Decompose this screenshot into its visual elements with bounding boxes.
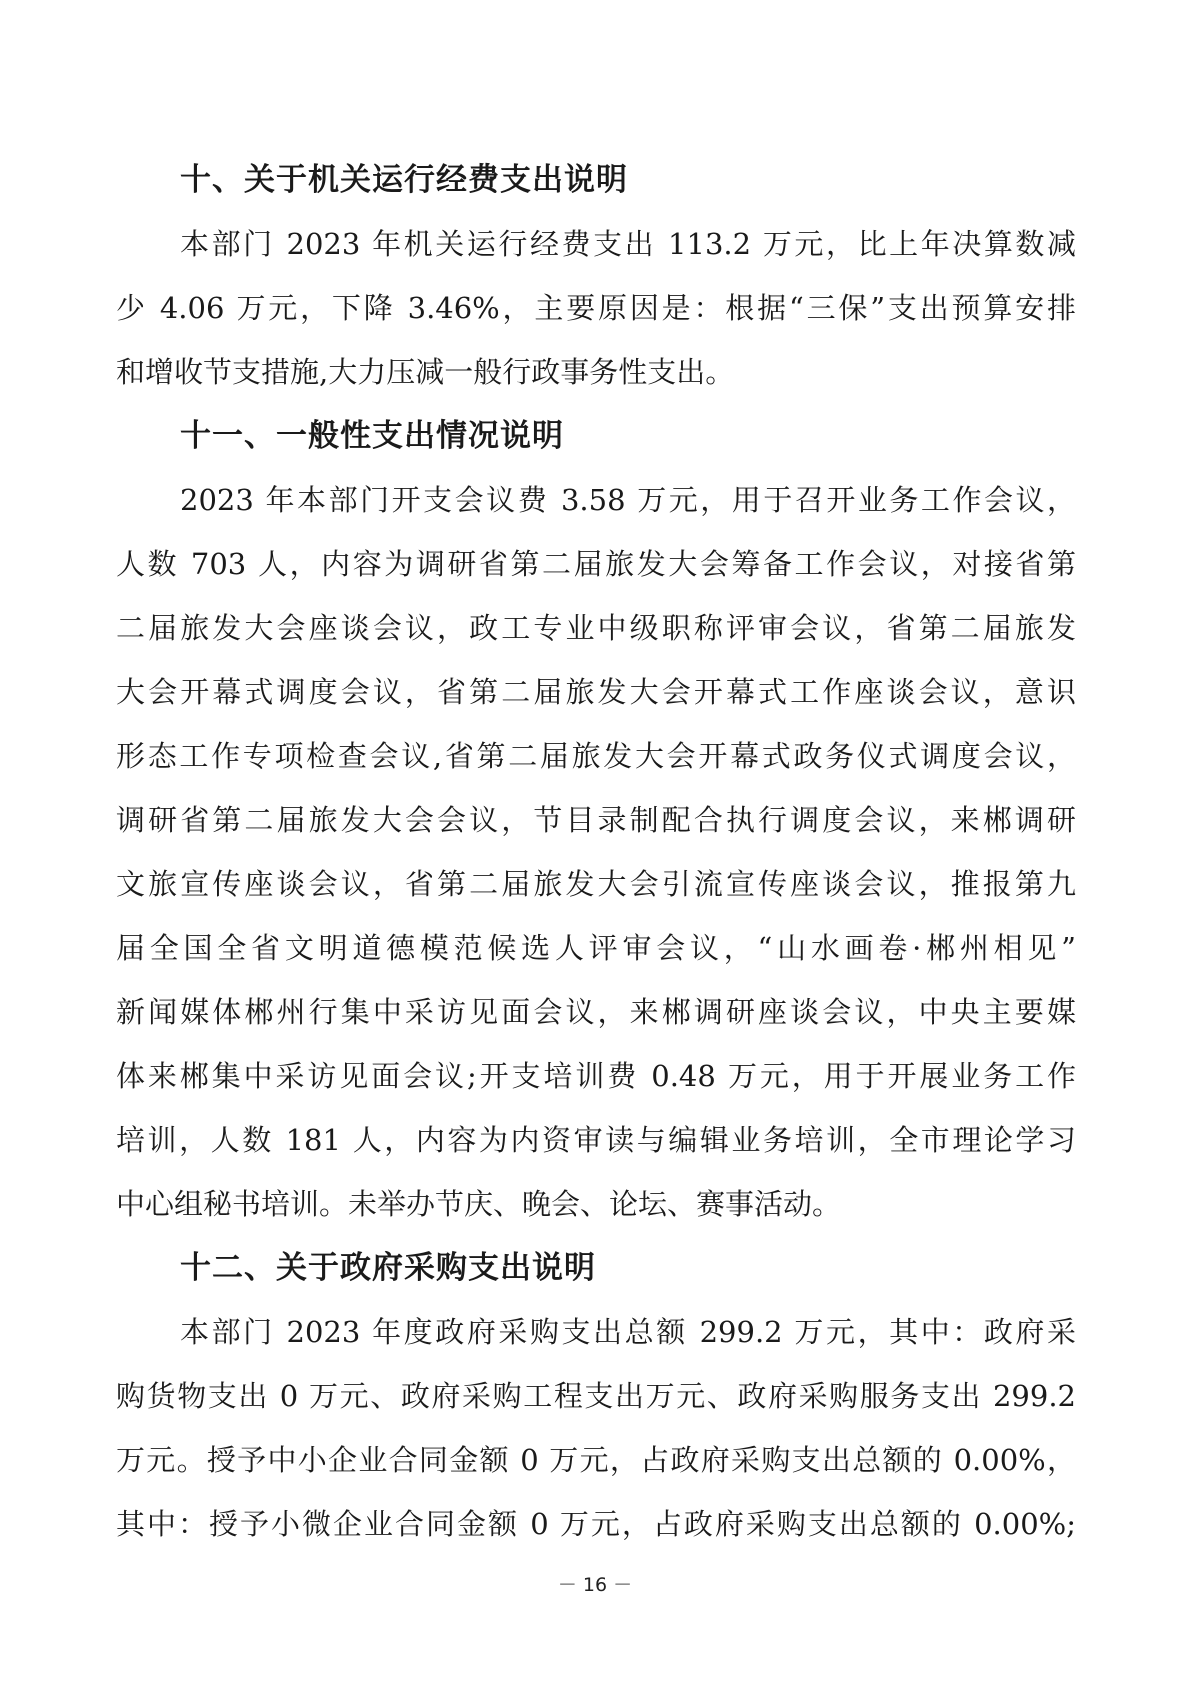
paragraph-line: 中心组秘书培训。未举办节庆、晚会、论坛、赛事活动。 [116,1187,842,1221]
paragraph-line: 二届旅发大会座谈会议，政工专业中级职称评审会议，省第二届旅发 [116,611,1076,645]
paragraph-line: 人数 703 人，内容为调研省第二届旅发大会筹备工作会议，对接省第 [116,547,1076,581]
paragraph-line: 本部门 2023 年度政府采购支出总额 299.2 万元，其中：政府采 [180,1315,1076,1349]
paragraph-line: 其中：授予小微企业合同金额 0 万元，占政府采购支出总额的 0.00%; [116,1507,1076,1541]
paragraph-line: 文旅宣传座谈会议，省第二届旅发大会引流宣传座谈会议，推报第九 [116,867,1076,901]
paragraph-line: 少 4.06 万元，下降 3.46%，主要原因是：根据“三保”支出预算安排 [116,291,1076,325]
section-12-heading: 十二、关于政府采购支出说明 [180,1250,596,1286]
section-11-paragraph [116,468,1076,1236]
section-12-paragraph [116,1300,1076,1556]
paragraph-line: 体来郴集中采访见面会议;开支培训费 0.48 万元，用于开展业务工作 [116,1059,1076,1093]
page-number: － 16 － [557,1574,633,1596]
paragraph-line: 购货物支出 0 万元、政府采购工程支出万元、政府采购服务支出 299.2 [116,1379,1076,1413]
section-10-paragraph [116,212,1076,404]
paragraph-line: 万元。授予中小企业合同金额 0 万元，占政府采购支出总额的 0.00%， [116,1443,1076,1477]
paragraph-line: 本部门 2023 年机关运行经费支出 113.2 万元，比上年决算数减 [180,227,1076,261]
paragraph-line: 新闻媒体郴州行集中采访见面会议，来郴调研座谈会议，中央主要媒 [116,995,1076,1029]
paragraph-line: 和增收节支措施,大力压减一般行政事务性支出。 [116,355,735,389]
section-10-heading: 十、关于机关运行经费支出说明 [180,162,628,198]
paragraph-line: 2023 年本部门开支会议费 3.58 万元，用于召开业务工作会议， [180,483,1076,517]
document-body [116,148,1076,1556]
paragraph-line: 培训，人数 181 人，内容为内资审读与编辑业务培训，全市理论学习 [116,1123,1076,1157]
section-11-heading: 十一、一般性支出情况说明 [180,418,564,454]
paragraph-line: 届全国全省文明道德模范候选人评审会议，“山水画卷·郴州相见” [116,931,1076,965]
paragraph-line: 调研省第二届旅发大会会议，节目录制配合执行调度会议，来郴调研 [116,803,1076,837]
paragraph-line: 形态工作专项检查会议,省第二届旅发大会开幕式政务仪式调度会议， [116,739,1076,773]
paragraph-line: 大会开幕式调度会议，省第二届旅发大会开幕式工作座谈会议，意识 [116,675,1076,709]
